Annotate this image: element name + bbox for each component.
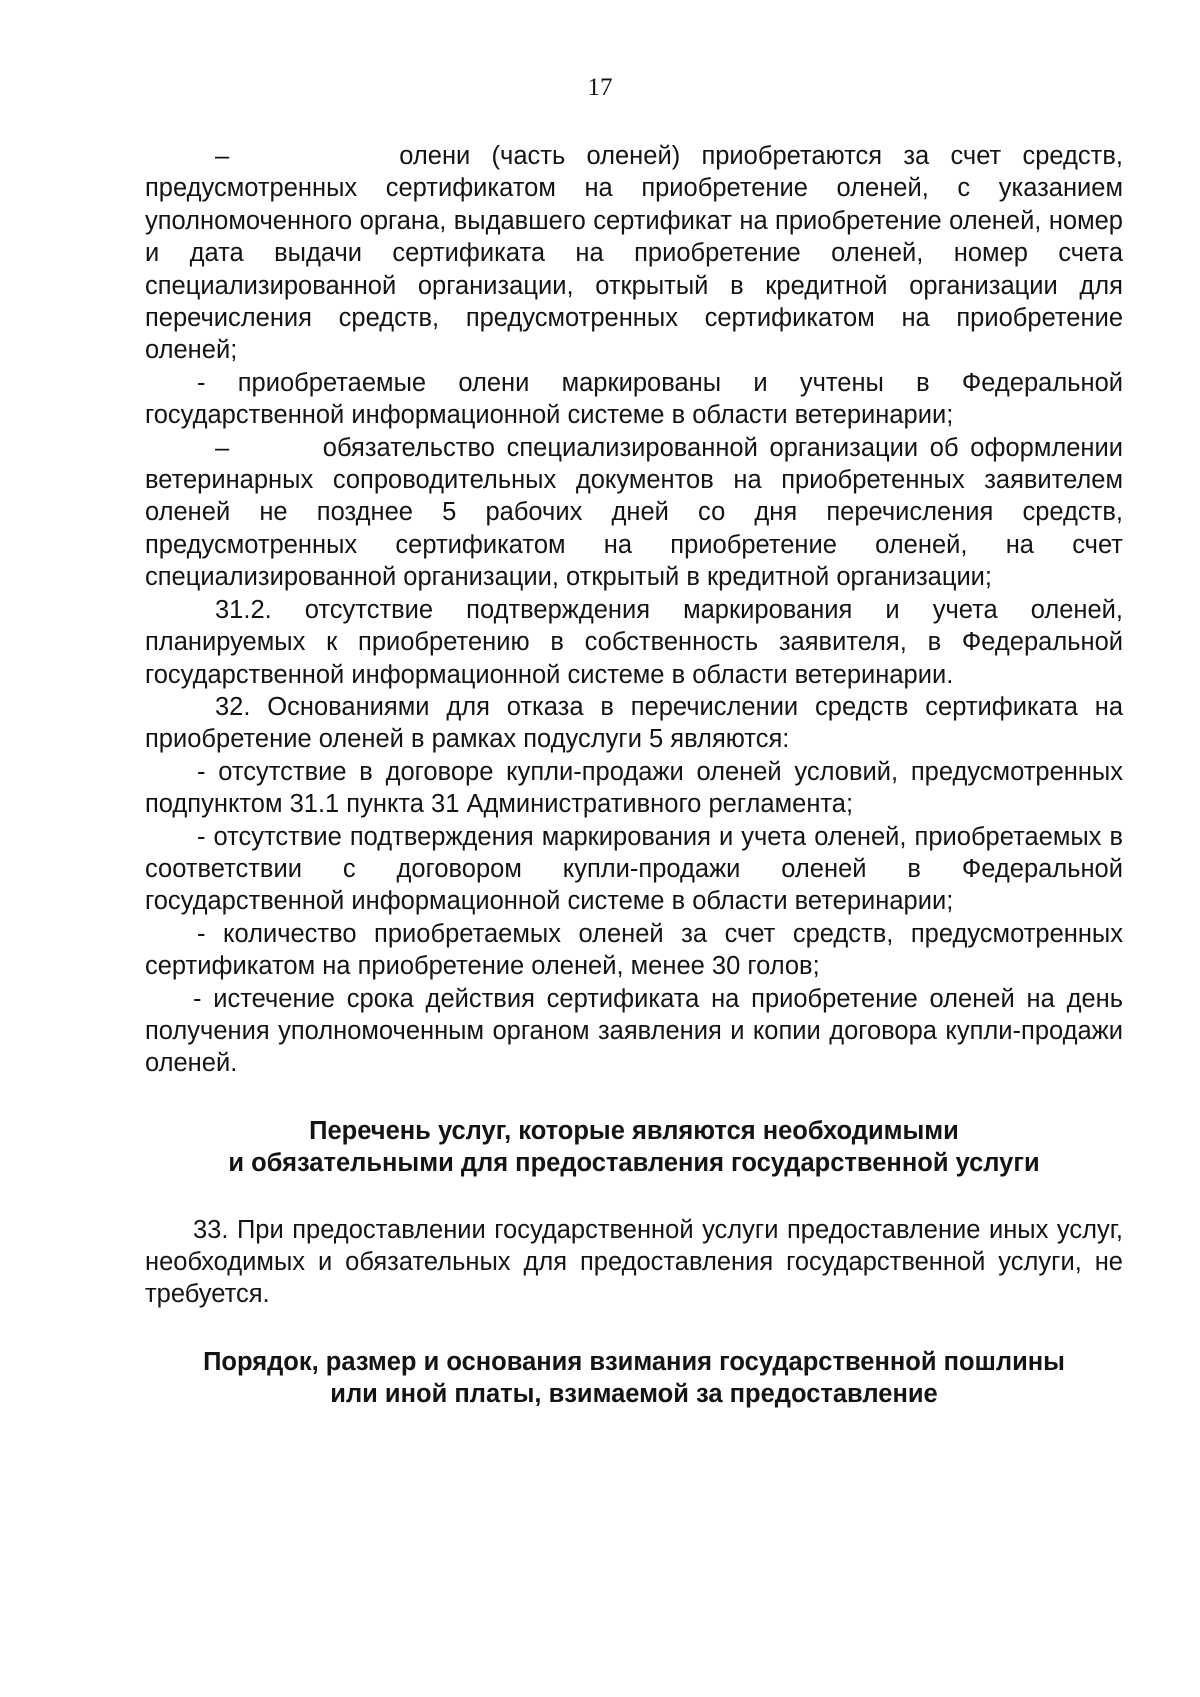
paragraph-32-item-marking: - отсутствие подтверждения маркирования и учета оленей, приобретаемых в соответствии с договором купли-продажи оленей в Федеральной государственной информационной системе в области ветеринарии; (145, 822, 1123, 916)
section-heading-services-line-1: Перечень услуг, которые являются необходимыми (309, 1116, 959, 1145)
document-body (145, 140, 1123, 1411)
paragraph-32: 32. Основаниями для отказа в перечислении средств сертификата на приобретение оленей в рамках подуслуги 5 являются: (145, 692, 1123, 754)
paragraph-31-2: 31.2. отсутствие подтверждения маркирования и учета оленей, планируемых к приобретению в собственность заявителя, в Федеральной государственной информационной системе в области ветеринарии. (145, 595, 1123, 689)
paragraph-32-item-contract: - отсутствие в договоре купли-продажи оленей условий, предусмотренных подпунктом 31.1 пункта 31 Административного регламента; (145, 757, 1123, 819)
paragraph-vet-documents-obligation: – обязательство специализированной организации об оформлении ветеринарных сопроводительных документов на приобретенных заявителем оленей не позднее 5 рабочих дней со дня перечисления средств, предусмотренных сертификатом на приобретение оленей, на счет специализированной организации, открытый в кредитной организации; (145, 433, 1123, 592)
section-heading-services-line-2: и обязательными для предоставления государственной услуги (228, 1149, 1040, 1178)
paragraph-32-item-quantity: - количество приобретаемых оленей за счет средств, предусмотренных сертификатом на приобретение оленей, менее 30 голов; (145, 919, 1123, 981)
section-heading-fee (145, 1346, 1123, 1411)
paragraph-33: 33. При предоставлении государственной услуги предоставление иных услуг, необходимых и обязательных для предоставления государственной услуги, не требуется. (145, 1215, 1123, 1309)
section-heading-fee-line-1: Порядок, размер и основания взимания государственной пошлины (203, 1347, 1065, 1376)
paragraph-deer-purchase-funds: – олени (часть оленей) приобретаются за счет средств, предусмотренных сертификатом на приобретение оленей, с указанием уполномоченного органа, выдавшего сертификат на приобретение оленей, номер и дата выдачи сертификата на приобретение оленей, номер счета специализированной организации, открытый в кредитной организации для перечисления средств, предусмотренных сертификатом на приобретение оленей; (145, 142, 1123, 365)
section-heading-services (145, 1115, 1123, 1180)
page-number: 17 (587, 74, 613, 101)
paragraph-deer-marked: - приобретаемые олени маркированы и учтены в Федеральной государственной информационной системе в области ветеринарии; (145, 368, 1123, 430)
section-heading-fee-line-2: или иной платы, взимаемой за предоставление (330, 1380, 938, 1409)
paragraph-32-item-expiry: - истечение срока действия сертификата на приобретение оленей на день получения уполномоченным органом заявления и копии договора купли-продажи оленей. (145, 984, 1123, 1078)
